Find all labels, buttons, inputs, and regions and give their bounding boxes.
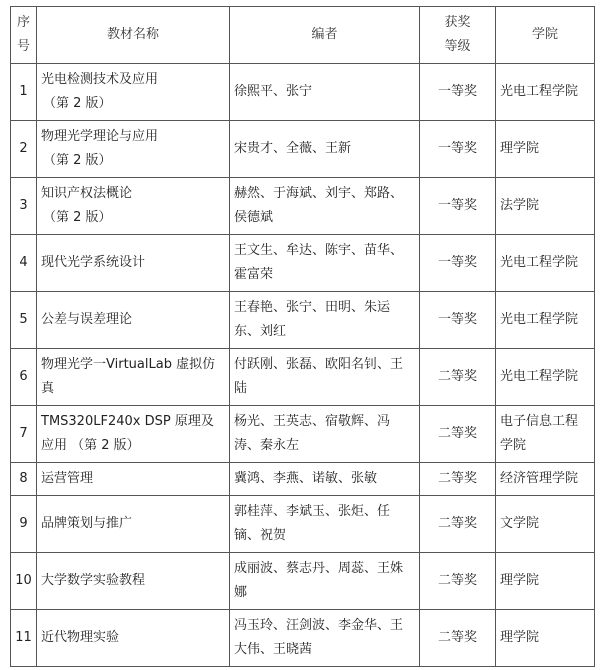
cell-title (37, 64, 230, 121)
cell-award-level: 二等奖 (420, 610, 496, 667)
cell-authors: 冯玉玲、汪剑波、李金华、王大伟、王晓茜 (230, 610, 420, 667)
cell-award-level: 一等奖 (420, 121, 496, 178)
title-text: 现代光学系统设计 (41, 255, 146, 270)
cell-authors: 赫然、于海斌、刘宇、郑路、侯德斌 (230, 178, 420, 235)
cell-award-level: 一等奖 (420, 292, 496, 349)
cell-number: 2 (11, 121, 37, 178)
title-text: 近代物理实验 (41, 630, 120, 645)
title-text: 光电检测技术及应用 (41, 72, 159, 87)
cell-award-level: 二等奖 (420, 553, 496, 610)
cell-school: 光电工程学院 (496, 64, 595, 121)
cell-number: 7 (11, 406, 37, 463)
title-text: 公差与误差理论 (41, 312, 133, 327)
title-edition: （第 2 版） (43, 153, 112, 168)
cell-school: 光电工程学院 (496, 292, 595, 349)
table-row (11, 610, 595, 667)
cell-number: 3 (11, 178, 37, 235)
cell-award-level: 二等奖 (420, 349, 496, 406)
title-text: 物理光学理论与应用 (41, 129, 159, 144)
cell-authors: 付跃刚、张磊、欧阳名钊、王陆 (230, 349, 420, 406)
cell-award-level: 一等奖 (420, 235, 496, 292)
table-body (11, 64, 595, 667)
cell-authors: 王文生、牟达、陈宇、苗华、霍富荣 (230, 235, 420, 292)
cell-award-level: 二等奖 (420, 496, 496, 553)
cell-number: 1 (11, 64, 37, 121)
cell-award-level: 一等奖 (420, 64, 496, 121)
cell-title (37, 292, 230, 349)
title-text: TMS320LF240x DSP 原理及应用 （第 2 版） (41, 414, 214, 453)
cell-authors: 郭桂萍、李斌玉、张炬、任镝、祝贺 (230, 496, 420, 553)
cell-title (37, 463, 230, 496)
header-authors: 编者 (230, 7, 420, 64)
cell-title (37, 235, 230, 292)
table-header-row (11, 7, 595, 64)
header-no: 序 号 (11, 7, 37, 64)
cell-authors: 王春艳、张宁、田明、朱运东、刘红 (230, 292, 420, 349)
cell-title (37, 496, 230, 553)
cell-authors: 冀鸿、李燕、诺敏、张敏 (230, 463, 420, 496)
table-row (11, 349, 595, 406)
cell-school: 理学院 (496, 610, 595, 667)
cell-authors: 徐熙平、张宁 (230, 64, 420, 121)
table-row (11, 406, 595, 463)
cell-title (37, 610, 230, 667)
cell-number: 5 (11, 292, 37, 349)
cell-number: 6 (11, 349, 37, 406)
header-title: 教材名称 (37, 7, 230, 64)
title-text: 物理光学一VirtualLab 虚拟仿真 (41, 357, 216, 396)
title-edition: （第 2 版） (43, 96, 112, 111)
title-edition: （第 2 版） (43, 210, 112, 225)
table-row (11, 292, 595, 349)
cell-authors: 宋贵才、全薇、王新 (230, 121, 420, 178)
table-row (11, 64, 595, 121)
title-text: 大学数学实验教程 (41, 573, 146, 588)
title-text: 品牌策划与推广 (41, 516, 133, 531)
title-text: 运营管理 (41, 471, 94, 486)
cell-authors: 杨光、王英志、宿敬辉、冯涛、秦永左 (230, 406, 420, 463)
cell-award-level: 一等奖 (420, 178, 496, 235)
cell-number: 4 (11, 235, 37, 292)
cell-school: 理学院 (496, 553, 595, 610)
title-text: 知识产权法概论 (41, 186, 133, 201)
header-school: 学院 (496, 7, 595, 64)
cell-award-level: 二等奖 (420, 406, 496, 463)
table-row (11, 178, 595, 235)
cell-number: 8 (11, 463, 37, 496)
cell-authors: 成丽波、蔡志丹、周蕊、王姝娜 (230, 553, 420, 610)
cell-title (37, 553, 230, 610)
cell-title (37, 406, 230, 463)
cell-school: 经济管理学院 (496, 463, 595, 496)
cell-school: 电子信息工程学院 (496, 406, 595, 463)
cell-school: 理学院 (496, 121, 595, 178)
header-level: 获奖 等级 (420, 7, 496, 64)
cell-school: 法学院 (496, 178, 595, 235)
cell-title (37, 349, 230, 406)
table-row (11, 463, 595, 496)
cell-title (37, 121, 230, 178)
cell-award-level: 二等奖 (420, 463, 496, 496)
table-row (11, 121, 595, 178)
cell-number: 10 (11, 553, 37, 610)
textbook-awards-table (10, 6, 595, 667)
cell-number: 9 (11, 496, 37, 553)
table-row (11, 235, 595, 292)
table-row (11, 496, 595, 553)
cell-school: 文学院 (496, 496, 595, 553)
cell-number: 11 (11, 610, 37, 667)
cell-title (37, 178, 230, 235)
table-row (11, 553, 595, 610)
cell-school: 光电工程学院 (496, 349, 595, 406)
cell-school: 光电工程学院 (496, 235, 595, 292)
